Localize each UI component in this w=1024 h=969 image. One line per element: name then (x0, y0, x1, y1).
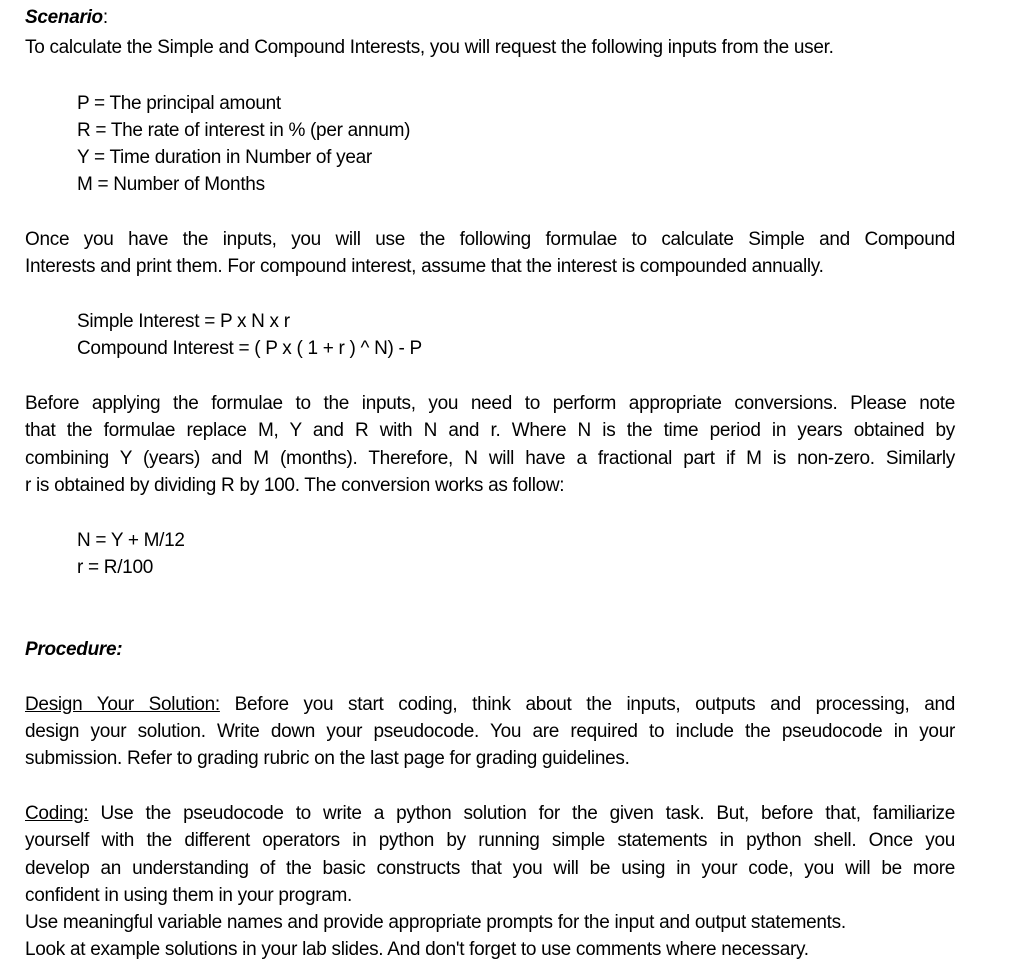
scenario-intro: To calculate the Simple and Compound Interests, you will request the following inputs from the user. (25, 37, 834, 58)
coding-label: Coding: (25, 803, 89, 824)
design-label: Design Your Solution: (25, 694, 220, 715)
conversion-text-line-4: r is obtained by dividing R by 100. The conversion works as follow: (25, 475, 565, 496)
simple-interest-formula: Simple Interest = P x N x r (77, 311, 290, 332)
procedure-heading: Procedure: (25, 639, 123, 660)
conversion-text-line-1: Before applying the formulae to the inputs, you need to perform appropriate conversions. Please note (25, 393, 955, 414)
input-years: Y = Time duration in Number of year (77, 147, 372, 168)
design-text-1: Before you start coding, think about the inputs, outputs and processing, and (219, 694, 955, 715)
conversion-n: N = Y + M/12 (77, 530, 185, 551)
scenario-heading-colon: : (102, 7, 108, 28)
input-rate: R = The rate of interest in % (per annum) (77, 120, 411, 141)
input-principal: P = The principal amount (77, 93, 281, 114)
design-line-3: submission. Refer to grading rubric on the last page for grading guidelines. (25, 748, 630, 769)
coding-line-6: Look at example solutions in your lab slides. And don't forget to use comments where necessary. (25, 939, 809, 960)
conversion-r: r = R/100 (77, 557, 153, 578)
compound-interest-formula: Compound Interest = ( P x ( 1 + r ) ^ N) - P (77, 338, 422, 359)
coding-line-1 (25, 800, 955, 827)
input-months: M = Number of Months (77, 174, 265, 195)
coding-line-4: confident in using them in your program. (25, 885, 353, 906)
formula-intro-line-1: Once you have the inputs, you will use the following formulae to calculate Simple and Compound (25, 229, 955, 250)
coding-line-3: develop an understanding of the basic constructs that you will be using in your code, you will be more (25, 858, 955, 879)
design-line-2: design your solution. Write down your pseudocode. You are required to include the pseudocode in your (25, 721, 955, 742)
scenario-heading (25, 4, 108, 31)
scenario-heading-text: Scenario (25, 7, 103, 28)
design-line-1 (25, 691, 955, 718)
conversion-text-line-3: combining Y (years) and M (months). Therefore, N will have a fractional part if M is non-zero. Similarly (25, 448, 955, 469)
coding-text-1: Use the pseudocode to write a python solution for the given task. But, before that, familiarize (88, 803, 955, 824)
formula-intro-line-2: Interests and print them. For compound interest, assume that the interest is compounded annually. (25, 256, 824, 277)
coding-line-5: Use meaningful variable names and provide appropriate prompts for the input and output statements. (25, 912, 846, 933)
conversion-text-line-2: that the formulae replace M, Y and R with N and r. Where N is the time period in years obtained by (25, 420, 955, 441)
coding-line-2: yourself with the different operators in python by running simple statements in python shell. Once you (25, 830, 955, 851)
